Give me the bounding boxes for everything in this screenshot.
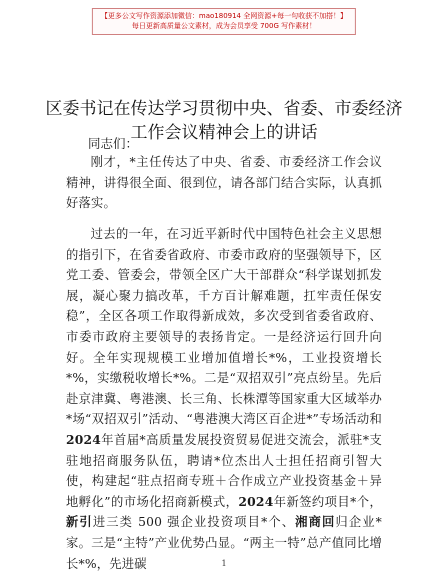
paragraph-1: 刚才，*主任传达了中央、省委、市委经济工作会议精神，讲得很全面、很到位，请各部门结合实际，认真抓好落实。 [66,155,382,211]
promo-banner [92,8,356,35]
paragraph-2-bold-4: 湘商回 [295,514,336,530]
paragraph-2-bold-3: 新引 [66,514,93,530]
promo-banner-line1: 【更多公文写作资源添加微信：mao180914 全网资源+每一句收获不加搭！】 [100,12,348,20]
paragraph-2-bold-year-2: 2024 [238,493,274,509]
paragraph-2-text-a: 过去的一年，在习近平新时代中国特色社会主义思想的指引下，在省委省政府、市委市政府的坚强领导下，区党工委、管委会，带领全区广大干部群众“科学谋划抓发展，凝心聚力搞改革，千方百计解难题，扛牢责任保安稳”，全区各项工作取得新成效，多次受到省委省政府、市委市政府主要领导的表扬肯定。一是经济运行回升向好。全年实现规模工业增加值增长*%，工业投资增长*%，实缴税收增长*%。二是“双招双引”亮点纷呈。先后赴京津冀、粤港澳、长三角、长株潭等国家重大区域举办*场“双招双引”活动、“粤港澳大湾区百企进*”专场活动和 [66,227,382,427]
page-number: 1 [221,559,227,568]
paragraph-2-text-e: 归企业*家。三是“主特”产业优势凸显。“两主一特”总产值同比增长*%，先进碳 [66,515,382,571]
paragraph-2-bold-year-1: 2024 [66,431,102,447]
paragraph-2-text-c: 年新签约项目*个， [273,494,383,509]
paragraph-2 [66,224,382,574]
paragraph-2-text-d: 进三类 500 强企业投资项目*个、 [92,515,296,530]
promo-banner-line2: 每日更新高质量公文素材，成为会员享受 700G 写作素材！ [131,22,317,30]
paragraph-2-text-b: 年首届*高质量发展投资贸易促进交流会，派驻*支驻地招商服务队伍，聘请*位杰出人士担任招商引智大使，构建起“驻点招商专班＋合作成立产业投资基金＋异地孵化”的市场化招商新模式， [66,432,382,509]
document-title: 区委书记在传达学习贯彻中央、省委、市委经济工作会议精神会上的讲话 [45,99,403,144]
salutation: 同志们： [88,136,139,151]
